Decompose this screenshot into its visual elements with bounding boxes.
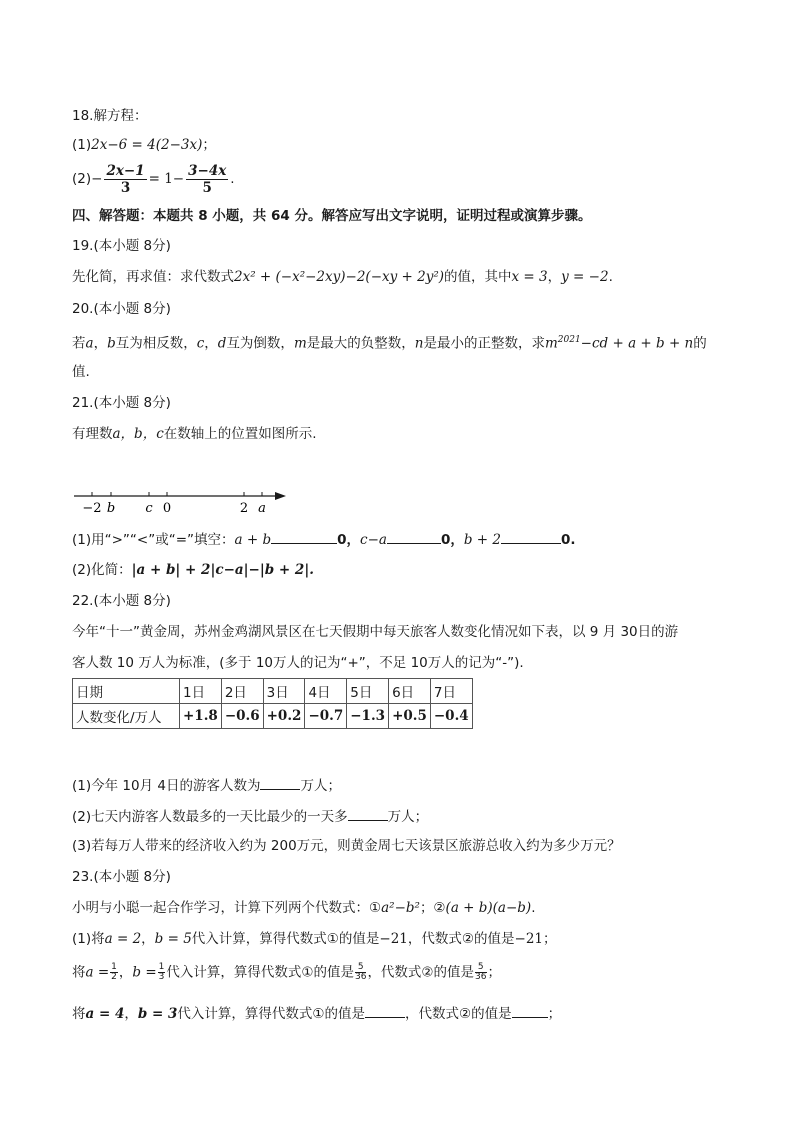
q21-part1-expr2: c−a [360,532,387,548]
q19-text-3: ， [547,269,562,285]
q22-heading: 22.(本小题 8分) [72,593,171,609]
answer-blank-3[interactable] [501,529,561,544]
q23-line2-a: 将 [72,964,86,981]
q21-part1-expr3: b + 2 [463,532,501,548]
q20-body [72,331,707,353]
answer-blank-1[interactable] [271,529,337,544]
fraction-numerator: 1 [158,962,165,972]
table-cell: 人数变化/万人 [73,704,180,729]
table-header-cell: 7日 [430,679,472,704]
q18-fraction-right [186,163,228,196]
table-header-cell: 2日 [221,679,263,704]
number-line [66,486,296,516]
q20-text-6: 是最大的负整数， [306,335,415,352]
number-line-arrow-icon [275,492,286,500]
q20-var-n: n [414,335,424,352]
q23-line3-b-value: b = 3 [137,1006,178,1022]
table-cell: +0.2 [263,704,305,729]
q21-intro-2: 在数轴上的位置如图所示. [163,426,317,442]
label-b: b [106,501,116,516]
q18-part1-label: (1) [72,137,92,153]
q21-intro [72,425,317,443]
q23-line3-d: ，代数式②的值是 [405,1006,512,1022]
label-0: 0 [162,501,172,516]
q20-var-b: b [107,335,116,352]
answer-blank-7[interactable] [512,1003,548,1018]
q23-line2-a-fraction [110,963,118,982]
q19-expression: 2x² + (−x²−2xy)−2(−xy + 2y²) [234,269,445,285]
q23-line1-b-value: b = 5 [154,931,192,947]
q23-line3-a-value: a = 4 [85,1006,125,1022]
fraction-denominator: 36 [475,972,487,982]
q23-line2-result1 [355,963,366,982]
table-cell: −0.4 [430,704,472,729]
q20-var-c: c [196,335,205,352]
q23-intro-1: 小明与小聪一起合作学习，计算下列两个代数式：① [72,900,382,916]
table-cell: −0.7 [305,704,347,729]
q21-intro-1: 有理数 [72,426,113,442]
q23-heading: 23.(本小题 8分) [72,869,171,885]
q23-line2-c: 代入计算，算得代数式①的值是 [166,964,354,981]
label-c: c [145,501,153,516]
q18-part2-tail: . [230,171,235,187]
q18-part1 [72,136,216,154]
q19-text-1: 先化简，再求值：求代数式 [72,269,234,285]
q23-line1-b: ， [141,931,155,947]
q23-line2-b-eq: b = [132,964,157,981]
q21-part2 [72,561,314,579]
q20-heading: 20.(本小题 8分) [72,301,171,317]
fraction-denominator: 2 [111,972,117,982]
q20-text-5: 互为倒数， [226,335,294,352]
q22-body-line1: 今年“十一”黄金周，苏州金鸡湖风景区在七天假期中每天旅客人数变化情况如下表，以 9 月 30日的游 [72,624,679,640]
q20-var-d: d [217,335,227,352]
q20-body-line2: 值. [72,364,90,380]
q18-heading: 18.解方程： [72,108,148,124]
q23-line1 [72,930,557,948]
q22-sub1-text: (1)今年 10月 4日的游客人数为 [72,778,261,794]
q23-line1-a: (1)将 [72,931,105,947]
table-header-cell: 4日 [305,679,347,704]
q23-line3-e: ； [547,1006,562,1022]
q19-y-value: y = −2 [561,269,609,285]
answer-blank-6[interactable] [365,1003,405,1018]
q23-line2-b-fraction [158,963,166,982]
q21-part1-expr1: a + b [234,532,272,548]
q21-part1 [72,529,576,549]
label-a: a [258,501,266,516]
q22-sub2-text: (2)七天内游客人数最多的一天比最少的一天多 [72,809,348,825]
q18-part2 [72,162,235,196]
q19-heading: 19.(本小题 8分) [72,238,171,254]
q20-var-m: m [293,335,307,352]
q21-part2-text: (2)化简： [72,562,132,578]
table-cell: +1.8 [180,704,222,729]
q23-line2-a-eq: a = [85,964,110,981]
q22-sub2 [72,806,428,826]
q22-sub3: (3)若每万人带来的经济收入约为 200万元，则黄金周七天该景区旅游总收入约为多少万元？ [72,838,621,854]
table-header-cell: 3日 [263,679,305,704]
label-minus-2: −2 [82,501,102,516]
table-header-cell: 6日 [389,679,431,704]
q19-body [72,268,613,286]
section4-heading: 四、解答题：本题共 8 小题，共 64 分。解答应写出文字说明，证明过程或演算步骤。 [72,208,592,224]
table-row [73,704,473,729]
q21-part1-zero3: 0. [560,532,576,548]
answer-blank-2[interactable] [387,529,441,544]
q19-text-2: 的值，其中 [444,269,512,285]
q18-fraction-right-denominator: 5 [202,179,212,196]
q20-text-1: 若 [72,335,86,352]
q23-line1-d: ，代数式②的值是 [407,931,515,947]
q23-intro [72,899,536,917]
q20-expr-rest: −cd + a + b + n [580,335,694,352]
label-2: 2 [239,501,249,516]
q20-text-3: 互为相反数， [115,335,197,352]
q19-x-value: x = 3 [511,269,548,285]
q23-line2-b: ， [118,964,133,981]
tourist-change-table [72,678,473,729]
q18-part2-middle: = 1− [148,171,185,187]
q23-line1-result1: −21 [379,931,408,947]
q20-expr-exponent: 2021 [557,335,581,345]
q23-line2-e: ； [487,964,501,981]
q22-sub1-unit: 万人； [300,778,341,794]
q18-fraction-left [104,163,146,196]
q23-line3-c: 代入计算，算得代数式①的值是 [177,1006,366,1022]
q18-part2-label: (2) [72,171,92,187]
fraction-denominator: 36 [354,972,367,982]
q23-line3-a: 将 [72,1006,86,1022]
table-cell: −1.3 [347,704,389,729]
table-header-cell: 5日 [347,679,389,704]
q23-line1-c: 代入计算，算得代数式①的值是 [191,931,380,947]
fraction-numerator: 5 [475,963,486,973]
answer-blank-5[interactable] [348,806,388,821]
q23-line1-a-value: a = 2 [104,931,142,947]
q20-text-2: ， [93,335,108,352]
q22-sub1 [72,775,341,795]
q22-sub2-unit: 万人； [387,809,429,825]
q20-text-4: ， [204,335,218,352]
table-header-cell: 1日 [180,679,222,704]
q18-part1-tail: ； [202,137,216,153]
q20-text-7: 是最小的正整数，求 [423,335,545,352]
q20-text-8: 的 [693,335,707,352]
q23-expression-2: (a + b)(a−b) [445,900,532,916]
q23-intro-3: . [531,900,536,916]
q22-body-line2: 客人数 10 万人为标准，(多于 10万人的记为“+”，不足 10万人的记为“-”). [72,655,524,671]
q23-line1-result2: −21 [514,931,544,947]
table-header-cell: 日期 [73,679,180,704]
q21-part1-zero1: 0， [337,532,361,548]
q18-part1-equation: 2x−6 = 4(2−3x) [91,137,203,153]
q23-line2-d: ，代数式②的值是 [367,964,475,981]
fraction-numerator: 5 [355,963,366,973]
q21-part1-zero2: 0， [440,532,464,548]
q21-abc: a，b，c [112,426,164,442]
table-header-row [73,679,473,704]
q23-line2-result2 [475,963,486,982]
q23-line3 [72,1003,561,1023]
fraction-numerator: 1 [111,962,117,972]
q19-text-4: . [608,269,613,285]
q23-line2 [72,963,501,982]
q21-part1-text: (1)用“>”“<”或“=”填空： [72,532,235,548]
q18-part2-minus: − [91,171,103,187]
q18-fraction-left-denominator: 3 [120,179,131,196]
q18-fraction-left-numerator: 2x−1 [106,162,145,179]
q23-line3-b: ， [124,1006,138,1022]
q20-expr-base: m [544,335,558,352]
table-cell: −0.6 [221,704,263,729]
q23-intro-2: ；② [419,900,446,916]
q18-fraction-right-numerator: 3−4x [188,162,227,179]
q23-expression-1: a²−b² [381,900,420,916]
fraction-denominator: 3 [158,972,165,982]
q21-part2-expression: |a + b| + 2|c−a|−|b + 2|. [131,562,314,578]
q20-var-a: a [85,335,94,352]
answer-blank-4[interactable] [260,775,300,790]
q23-line1-e: ； [543,931,557,947]
q21-heading: 21.(本小题 8分) [72,395,171,411]
table-cell: +0.5 [389,704,431,729]
